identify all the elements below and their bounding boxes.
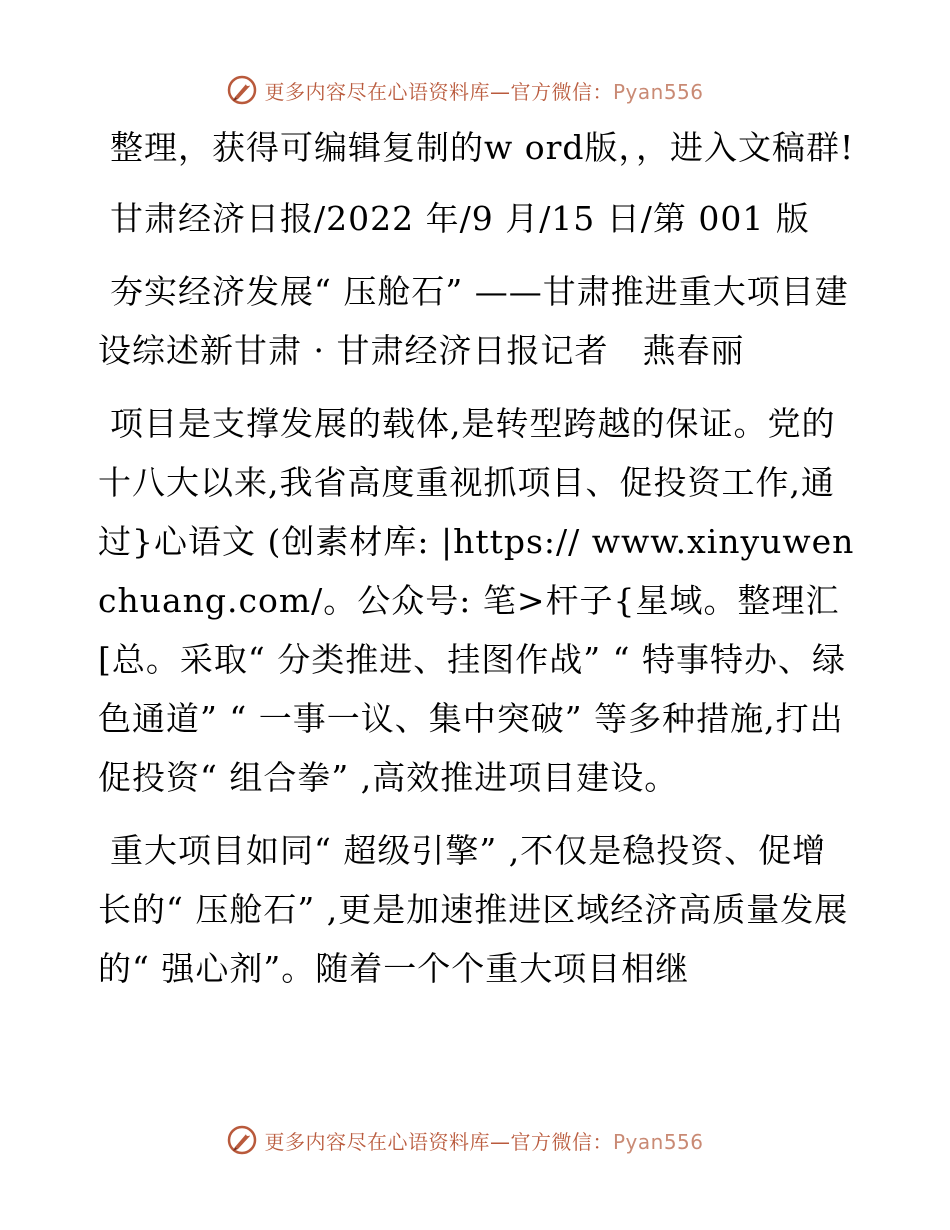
header-watermark-inner (226, 74, 703, 106)
footer-watermark-inner (226, 1124, 703, 1156)
watermark-text: 更多内容尽在心语资料库—官方微信：Pyan556 (264, 1129, 704, 1154)
paragraph-body-1: 项目是支撑发展的载体,是转型跨越的保证。党的十八大以来,我省高度重视抓项目、促投资工作,通过}心语文 (创素材库: |https:// www.xinyuwenchuang.com/。公众号: 笔>杆子{星域。整理汇[总。采取“ 分类推进、挂图作战” “ 特事特办、绿色通道” “ 一事一议、集中突破” 等多种措施,打出促投资“ 组合拳” ,高效推进项目建设。 (98, 404, 855, 797)
watermark-text: 更多内容尽在心语资料库—官方微信：Pyan556 (264, 79, 704, 104)
header-watermark (0, 70, 950, 110)
paragraph-source: 甘肃经济日报/2022 年/9 月/15 日/第 001 版 (110, 199, 810, 238)
paragraph-headline: 夯实经济发展“ 压舱石” ——甘肃推进重大项目建设综述新甘肃 · 甘肃经济日报记者 燕春丽 (98, 272, 849, 370)
document-body (98, 118, 858, 1012)
paragraph-body-2: 重大项目如同“ 超级引擎” ,不仅是稳投资、促增长的“ 压舱石” ,更是加速推进区域经济高质量发展的“ 强心剂”。随着一个个重大项目相继 (98, 831, 849, 988)
wechat-id: Pyan556 (612, 1129, 704, 1154)
paragraph-intro: 整理，获得可编辑复制的w ord版，，进入文稿群! (110, 128, 855, 167)
footer-watermark (0, 1120, 950, 1160)
pen-logo-icon (226, 1124, 258, 1156)
wechat-id: Pyan556 (612, 79, 704, 104)
pen-logo-icon (226, 74, 258, 106)
